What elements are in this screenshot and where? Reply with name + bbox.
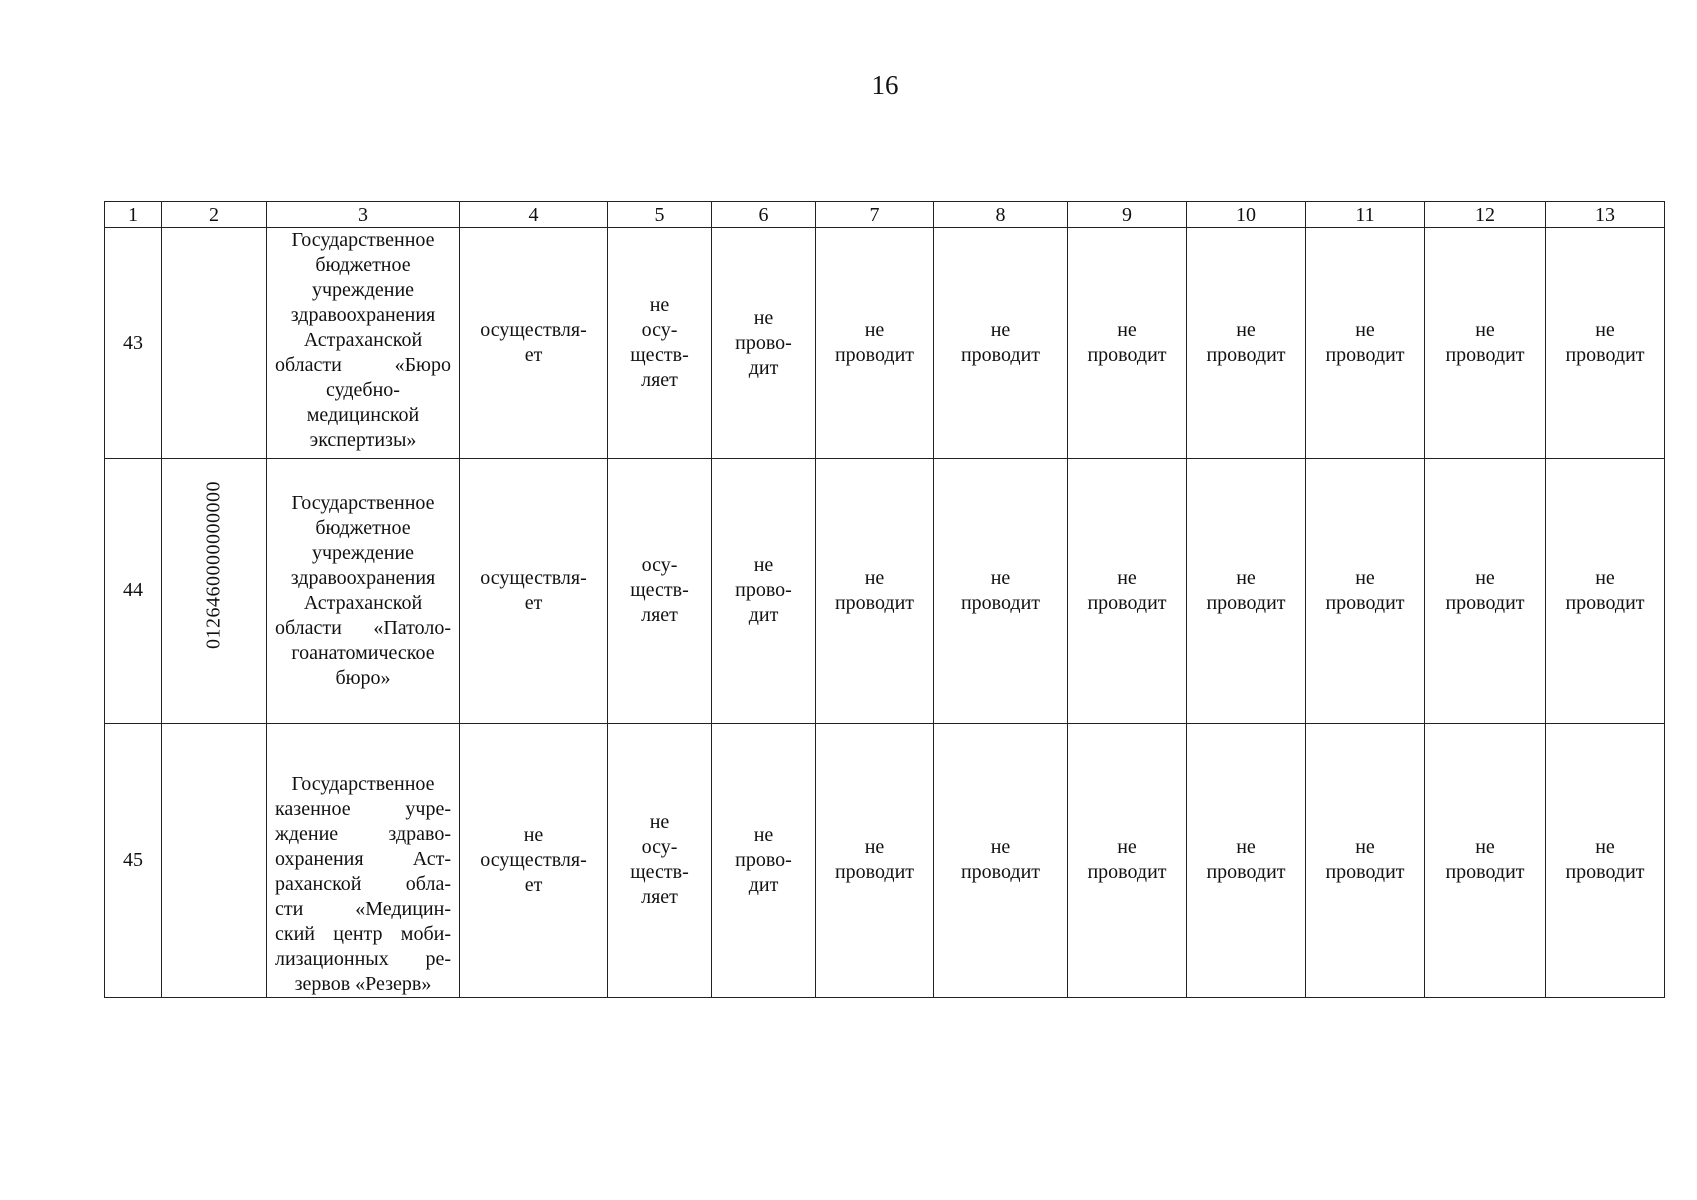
- cell-line: дит: [748, 356, 779, 379]
- table-row: [105, 459, 1665, 723]
- name-line: раханской обла-: [275, 873, 451, 895]
- cell-line: проводит: [1565, 344, 1645, 367]
- cell-line: не: [1117, 319, 1137, 342]
- organization-name-cell: [267, 723, 460, 997]
- status-cell: [460, 228, 608, 459]
- data-table: [104, 201, 1665, 998]
- status-cell: [1068, 723, 1187, 997]
- table-row: [105, 228, 1665, 459]
- cell-line: проводит: [834, 591, 915, 614]
- status-cell: [1425, 723, 1546, 997]
- column-header: 3: [267, 202, 460, 228]
- cell-line: проводит: [1325, 861, 1405, 884]
- name-line: бюро»: [335, 666, 391, 689]
- status-cell: [608, 459, 712, 723]
- status-cell: [816, 723, 934, 997]
- name-line: области «Патоло-: [275, 616, 451, 639]
- status-cell: [712, 723, 816, 997]
- cell-line: не: [864, 319, 885, 342]
- cell-line: осуществля-: [480, 319, 587, 342]
- cell-line: не: [523, 823, 544, 846]
- status-cell: [712, 228, 816, 459]
- status-cell: [934, 723, 1068, 997]
- code-cell: [162, 723, 267, 997]
- page-number: 16: [871, 70, 899, 100]
- cell-line: проводит: [960, 344, 1041, 367]
- cell-line: не: [1117, 566, 1137, 589]
- status-cell: [816, 228, 934, 459]
- name-line: сти «Медицин-: [275, 898, 451, 920]
- column-header: 6: [712, 202, 816, 228]
- cell-line: не: [864, 566, 885, 589]
- status-cell: [1306, 228, 1425, 459]
- cell-line: не: [753, 823, 774, 846]
- cell-line: прово-: [735, 331, 792, 354]
- table-row: [105, 723, 1665, 997]
- cell-line: не: [990, 319, 1011, 342]
- code-wrapper: [162, 459, 266, 722]
- organization-name-cell: [267, 228, 460, 459]
- cell-line: ет: [524, 591, 543, 614]
- cell-line: не: [1475, 319, 1495, 342]
- column-header: 12: [1425, 202, 1546, 228]
- cell-line: не: [1117, 836, 1137, 859]
- cell-line: прово-: [735, 848, 792, 871]
- name-line: учреждение: [311, 279, 415, 302]
- column-header: 1: [105, 202, 162, 228]
- cell-line: осу-: [641, 554, 678, 577]
- cell-line: ляет: [641, 604, 678, 627]
- name-line: учреждение: [311, 541, 415, 564]
- name-line: бюджетное: [315, 254, 411, 277]
- cell-line: не: [990, 836, 1011, 859]
- status-cell: [1425, 459, 1546, 723]
- cell-line: не: [1595, 566, 1615, 589]
- cell-line: ществ-: [630, 344, 689, 367]
- cell-line: не: [864, 836, 885, 859]
- name-line: ждение здраво-: [275, 823, 451, 845]
- cell-line: не: [1475, 566, 1495, 589]
- row-number: 44: [105, 459, 162, 723]
- column-header: 7: [816, 202, 934, 228]
- cell-line: прово-: [735, 579, 792, 602]
- column-header: 11: [1306, 202, 1425, 228]
- status-cell: [712, 459, 816, 723]
- cell-line: проводит: [1206, 591, 1286, 614]
- row-number: 45: [105, 723, 162, 997]
- cell-line: не: [1595, 836, 1615, 859]
- cell-line: проводит: [1087, 344, 1167, 367]
- column-header: 4: [460, 202, 608, 228]
- code-cell: [162, 228, 267, 459]
- cell-line: не: [1236, 836, 1256, 859]
- status-cell: [1187, 228, 1306, 459]
- code-cell: [162, 459, 267, 723]
- status-cell: [608, 228, 712, 459]
- cell-line: ществ-: [630, 579, 689, 602]
- cell-line: проводит: [1565, 591, 1645, 614]
- cell-line: ет: [524, 873, 543, 896]
- cell-line: проводит: [1565, 861, 1645, 884]
- name-line: области «Бюро: [275, 354, 451, 377]
- cell-line: не: [753, 554, 774, 577]
- registry-code: 0126460000000000: [202, 480, 225, 649]
- name-line: охранения Аст-: [275, 848, 451, 870]
- cell-line: не: [1475, 836, 1495, 859]
- column-header: 2: [162, 202, 267, 228]
- cell-line: не: [1355, 566, 1375, 589]
- cell-line: проводит: [834, 344, 915, 367]
- cell-line: проводит: [1445, 591, 1525, 614]
- cell-line: проводит: [1325, 591, 1405, 614]
- cell-line: осу-: [641, 319, 678, 342]
- cell-line: проводит: [1206, 344, 1286, 367]
- cell-line: ет: [524, 344, 543, 367]
- status-cell: [934, 228, 1068, 459]
- status-cell: [934, 459, 1068, 723]
- cell-line: проводит: [1325, 344, 1405, 367]
- name-line: Астраханской: [303, 329, 423, 352]
- name-line: экспертизы»: [309, 429, 417, 452]
- status-cell: [1306, 459, 1425, 723]
- name-line: бюджетное: [315, 516, 411, 539]
- status-cell: [1425, 228, 1546, 459]
- cell-line: проводит: [1445, 344, 1525, 367]
- cell-line: осу-: [641, 836, 678, 859]
- organization-name-cell: [267, 459, 460, 723]
- cell-line: не: [1595, 319, 1615, 342]
- cell-line: не: [1355, 836, 1375, 859]
- cell-line: проводит: [960, 591, 1041, 614]
- column-header: 5: [608, 202, 712, 228]
- row-number: 43: [105, 228, 162, 459]
- column-header: 8: [934, 202, 1068, 228]
- column-header: 13: [1546, 202, 1665, 228]
- cell-line: ществ-: [630, 861, 689, 884]
- name-line: Государственное: [291, 773, 435, 795]
- cell-line: не: [990, 566, 1011, 589]
- cell-line: дит: [748, 873, 779, 896]
- cell-line: ляет: [641, 886, 678, 909]
- column-header: 9: [1068, 202, 1187, 228]
- status-cell: [460, 723, 608, 997]
- status-cell: [460, 459, 608, 723]
- table-header-row: [105, 202, 1665, 228]
- cell-line: дит: [748, 604, 779, 627]
- status-cell: [1187, 723, 1306, 997]
- cell-line: не: [649, 811, 670, 834]
- name-line: зервов «Резерв»: [294, 973, 432, 995]
- status-cell: [1306, 723, 1425, 997]
- cell-line: осуществля-: [480, 566, 587, 589]
- name-line: ский центр моби-: [275, 923, 451, 945]
- cell-line: осуществля-: [480, 848, 587, 871]
- cell-line: проводит: [1206, 861, 1286, 884]
- cell-line: проводит: [834, 861, 915, 884]
- cell-line: не: [1236, 319, 1256, 342]
- name-line: гоанатомическое: [291, 641, 435, 664]
- cell-line: ляет: [641, 369, 678, 392]
- cell-line: не: [1355, 319, 1375, 342]
- cell-line: проводит: [1445, 861, 1525, 884]
- name-line: Государственное: [291, 229, 435, 252]
- name-line: Астраханской: [303, 591, 423, 614]
- name-line: Государственное: [291, 491, 435, 514]
- column-header: 10: [1187, 202, 1306, 228]
- name-line: лизационных ре-: [275, 948, 451, 970]
- name-line: здравоохранения: [290, 304, 436, 327]
- cell-line: проводит: [1087, 861, 1167, 884]
- name-line: медицинской: [306, 404, 420, 427]
- status-cell: [608, 723, 712, 997]
- cell-line: проводит: [1087, 591, 1167, 614]
- name-line: казенное учре-: [275, 798, 451, 820]
- cell-line: не: [753, 306, 774, 329]
- name-line: здравоохранения: [290, 566, 436, 589]
- name-line: судебно-: [326, 379, 400, 402]
- status-cell: [1187, 459, 1306, 723]
- cell-line: не: [649, 294, 670, 317]
- status-cell: [1546, 228, 1665, 459]
- cell-line: проводит: [960, 861, 1041, 884]
- status-cell: [816, 459, 934, 723]
- status-cell: [1546, 459, 1665, 723]
- status-cell: [1068, 459, 1187, 723]
- status-cell: [1068, 228, 1187, 459]
- status-cell: [1546, 723, 1665, 997]
- cell-line: не: [1236, 566, 1256, 589]
